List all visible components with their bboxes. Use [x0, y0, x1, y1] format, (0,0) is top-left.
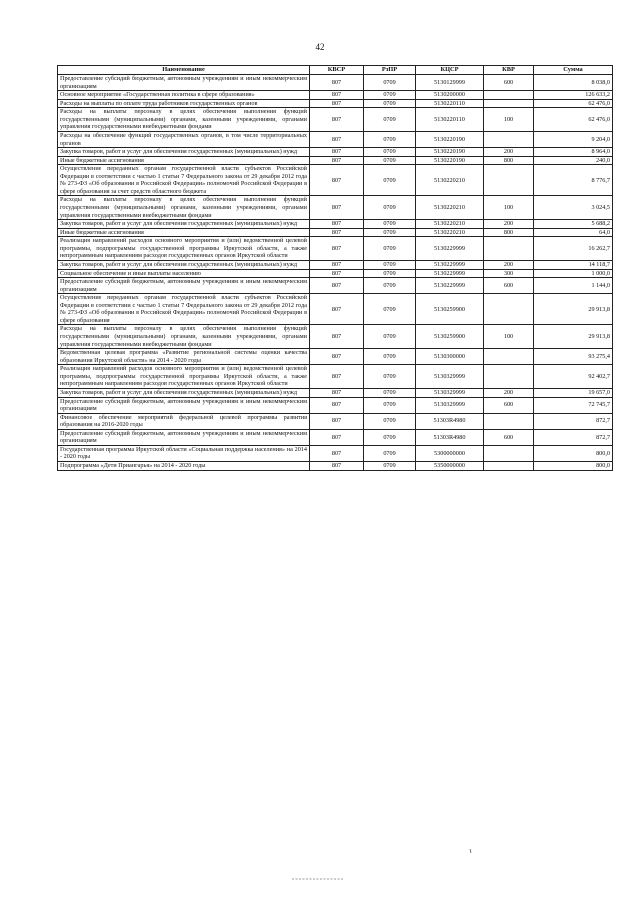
cell-rzpr: 0709 [364, 349, 416, 365]
cell-kcsr: 5130229999 [416, 278, 484, 294]
cell-sum: 872,7 [534, 413, 613, 429]
cell-sum: 93 275,4 [534, 349, 613, 365]
table-row [58, 237, 613, 261]
table-row [58, 75, 613, 91]
cell-rzpr: 0709 [364, 294, 416, 325]
table-row [58, 325, 613, 349]
cell-kvr [484, 365, 534, 389]
cell-kvsr: 807 [310, 294, 364, 325]
cell-sum: 62 476,0 [534, 108, 613, 132]
table-row [58, 388, 613, 397]
cell-sum: 9 204,0 [534, 131, 613, 147]
cell-kvr: 300 [484, 269, 534, 278]
cell-kcsr: 5130300000 [416, 349, 484, 365]
cell-kvsr: 807 [310, 148, 364, 157]
cell-kcsr: 5130220110 [416, 99, 484, 108]
cell-sum: 1 144,0 [534, 278, 613, 294]
cell-kvsr: 807 [310, 131, 364, 147]
cell-sum: 19 657,0 [534, 388, 613, 397]
header-rzpr: РзПР [364, 66, 416, 75]
cell-sum: 8 964,0 [534, 148, 613, 157]
cell-sum: 29 913,8 [534, 294, 613, 325]
cell-kvsr: 807 [310, 196, 364, 220]
cell-kvr: 100 [484, 196, 534, 220]
cell-name: Реализация направлений расходов основного мероприятия и (или) ведомственной целевой программы, подпрограммы государственной программы Иркутской области, а также непрограммным направлениям расходов государственных органов Иркутской области [58, 365, 310, 389]
cell-name: Иные бюджетные ассигнования [58, 156, 310, 165]
cell-kvsr: 807 [310, 397, 364, 413]
cell-rzpr: 0709 [364, 220, 416, 229]
cell-rzpr: 0709 [364, 131, 416, 147]
cell-rzpr: 0709 [364, 148, 416, 157]
cell-rzpr: 0709 [364, 397, 416, 413]
cell-kcsr: 5130220210 [416, 196, 484, 220]
cell-kvr [484, 462, 534, 471]
cell-kvsr: 807 [310, 269, 364, 278]
cell-kcsr: 51303R4980 [416, 429, 484, 445]
cell-kcsr: 51303R4980 [416, 413, 484, 429]
cell-sum: 8 038,0 [534, 75, 613, 91]
cell-rzpr: 0709 [364, 365, 416, 389]
cell-sum: 800,0 [534, 462, 613, 471]
table-row [58, 429, 613, 445]
cell-name: Предоставление субсидий бюджетным, автономным учреждениям и иным некоммерческим организациям [58, 75, 310, 91]
cell-name: Осуществление переданных органам государственной власти субъектов Российской Федерации в соответствии с частью 1 статьи 7 Федерального закона от 29 декабря 2012 года № 273-ФЗ «Об образовании в Российской Федерации» полномочий Российской Федерации в сфере образования за счет средств областного бюджета [58, 165, 310, 196]
cell-kvsr: 807 [310, 99, 364, 108]
cell-kcsr: 5130220210 [416, 228, 484, 237]
cell-kcsr: 5130220210 [416, 220, 484, 229]
cell-kcsr: 5130229999 [416, 260, 484, 269]
cell-kvr [484, 413, 534, 429]
cell-name: Закупка товаров, работ и услуг для обеспечения государственных (муниципальных) нужд [58, 388, 310, 397]
cell-kcsr: 5130259900 [416, 294, 484, 325]
cell-kcsr: 5130220190 [416, 148, 484, 157]
cell-kvr: 100 [484, 108, 534, 132]
cell-kcsr: 5130259900 [416, 325, 484, 349]
cell-kcsr: 5130220210 [416, 165, 484, 196]
table-row [58, 108, 613, 132]
cell-kvsr: 807 [310, 91, 364, 100]
cell-name: Расходы на выплаты персоналу в целях обеспечения выполнения функций государственными (муниципальными) органами, казенными учреждениями, органами управления государственными внебюджетными фондами [58, 325, 310, 349]
cell-sum: 5 688,2 [534, 220, 613, 229]
cell-sum: 872,7 [534, 429, 613, 445]
cell-name: Закупка товаров, работ и услуг для обеспечения государственных (муниципальных) нужд [58, 220, 310, 229]
cell-kvr: 200 [484, 148, 534, 157]
cell-sum: 64,0 [534, 228, 613, 237]
cell-rzpr: 0709 [364, 445, 416, 461]
cell-sum: 16 262,7 [534, 237, 613, 261]
table-row [58, 413, 613, 429]
cell-name: Расходы на выплаты персоналу в целях обеспечения выполнения функций государственными (муниципальными) органами, казенными учреждениями, органами управления государственными внебюджетными фондами [58, 108, 310, 132]
cell-rzpr: 0709 [364, 108, 416, 132]
cell-name: Ведомственная целевая программа «Развитие региональной системы оценки качества образования Иркутской области» на 2014 - 2020 годы [58, 349, 310, 365]
cell-sum: 1 000,0 [534, 269, 613, 278]
page-number: 42 [315, 42, 325, 52]
cell-sum: 126 633,2 [534, 91, 613, 100]
cell-name: Реализация направлений расходов основного мероприятия и (или) ведомственной целевой программы, подпрограммы государственной программы Иркутской области, а также непрограммным направлениям расходов государственных органов Иркутской области [58, 237, 310, 261]
cell-kvr: 600 [484, 429, 534, 445]
table-row [58, 165, 613, 196]
cell-name: Подпрограмма «Дети Приангарья» на 2014 - 2020 годы [58, 462, 310, 471]
cell-rzpr: 0709 [364, 156, 416, 165]
cell-kcsr: 5130200000 [416, 91, 484, 100]
table-header [58, 66, 613, 75]
cell-kvr: 100 [484, 325, 534, 349]
table-row [58, 99, 613, 108]
table-row [58, 462, 613, 471]
cell-kvsr: 807 [310, 260, 364, 269]
cell-name: Расходы на выплаты по оплате труда работников государственных органов [58, 99, 310, 108]
cell-rzpr: 0709 [364, 278, 416, 294]
cell-sum: 92 402,7 [534, 365, 613, 389]
budget-table [57, 65, 613, 471]
cell-kcsr: 5130220110 [416, 108, 484, 132]
cell-kvsr: 807 [310, 220, 364, 229]
cell-sum: 800,0 [534, 445, 613, 461]
cell-rzpr: 0709 [364, 75, 416, 91]
table-row [58, 260, 613, 269]
table-row [58, 294, 613, 325]
cell-kvsr: 807 [310, 156, 364, 165]
cell-kvr: 600 [484, 397, 534, 413]
cell-kvr: 200 [484, 388, 534, 397]
cell-kvsr: 807 [310, 349, 364, 365]
cell-kcsr: 5130129999 [416, 75, 484, 91]
cell-kvr [484, 91, 534, 100]
table-row [58, 131, 613, 147]
cell-kvsr: 807 [310, 388, 364, 397]
table-row [58, 228, 613, 237]
cell-kcsr: 5130329999 [416, 388, 484, 397]
cell-sum: 14 118,7 [534, 260, 613, 269]
cell-rzpr: 0709 [364, 99, 416, 108]
header-kcsr: КЦСР [416, 66, 484, 75]
cell-kvsr: 807 [310, 429, 364, 445]
cell-rzpr: 0709 [364, 260, 416, 269]
cell-rzpr: 0709 [364, 413, 416, 429]
cell-name: Социальное обеспечение и иные выплаты населению [58, 269, 310, 278]
cell-name: Расходы на выплаты персоналу в целях обеспечения выполнения функций государственными (муниципальными) органами, казенными учреждениями, органами управления государственными внебюджетными фондами [58, 196, 310, 220]
cell-sum: 240,0 [534, 156, 613, 165]
cell-sum: 3 024,5 [534, 196, 613, 220]
cell-kvr [484, 445, 534, 461]
cell-name: Государственная программа Иркутской области «Социальная поддержка населения» на 2014 - 2020 годы [58, 445, 310, 461]
cell-kvsr: 807 [310, 75, 364, 91]
cell-kcsr: 5130229999 [416, 269, 484, 278]
cell-kvsr: 807 [310, 165, 364, 196]
cell-name: Предоставление субсидий бюджетным, автономным учреждениям и иным некоммерческим организациям [58, 278, 310, 294]
cell-name: Закупка товаров, работ и услуг для обеспечения государственных (муниципальных) нужд [58, 148, 310, 157]
cell-rzpr: 0709 [364, 429, 416, 445]
cell-kvr [484, 165, 534, 196]
cell-kvsr: 807 [310, 278, 364, 294]
cell-kvr: 600 [484, 278, 534, 294]
cell-rzpr: 0709 [364, 269, 416, 278]
cell-rzpr: 0709 [364, 165, 416, 196]
cell-sum: 29 913,8 [534, 325, 613, 349]
table-row [58, 349, 613, 365]
cell-kvr [484, 131, 534, 147]
cell-kvr: 200 [484, 220, 534, 229]
cell-kvsr: 807 [310, 237, 364, 261]
cell-sum: 62 476,0 [534, 99, 613, 108]
cell-kvr: 600 [484, 75, 534, 91]
cell-rzpr: 0709 [364, 91, 416, 100]
cell-kvsr: 807 [310, 108, 364, 132]
cell-kvr: 800 [484, 156, 534, 165]
cell-name: Закупка товаров, работ и услуг для обеспечения государственных (муниципальных) нужд [58, 260, 310, 269]
cell-kcsr: 5130329999 [416, 365, 484, 389]
header-row [58, 66, 613, 75]
cell-kcsr: 5130220190 [416, 156, 484, 165]
cell-rzpr: 0709 [364, 325, 416, 349]
cell-kcsr: 5350000000 [416, 462, 484, 471]
cell-sum: 8 776,7 [534, 165, 613, 196]
cell-kvr [484, 349, 534, 365]
cell-rzpr: 0709 [364, 388, 416, 397]
table-row [58, 91, 613, 100]
cell-name: Осуществление переданных органам государственной власти субъектов Российской Федерации в соответствии с частью 1 статьи 7 Федерального закона от 29 декабря 2012 года № 273-ФЗ «Об образовании в Российской Федерации» полномочий Российской Федерации в сфере образования [58, 294, 310, 325]
cell-kvsr: 807 [310, 325, 364, 349]
cell-kvsr: 807 [310, 365, 364, 389]
cell-name: Предоставление субсидий бюджетным, автономным учреждениям и иным некоммерческим организациям [58, 397, 310, 413]
table-row [58, 148, 613, 157]
cell-kvsr: 807 [310, 413, 364, 429]
table-row [58, 220, 613, 229]
cell-kcsr: 5130329999 [416, 397, 484, 413]
cell-kvr [484, 294, 534, 325]
cell-kvr: 200 [484, 260, 534, 269]
cell-sum: 72 745,7 [534, 397, 613, 413]
table-body [58, 75, 613, 471]
cell-kcsr: 5130220190 [416, 131, 484, 147]
header-name: Наименование [58, 66, 310, 75]
cell-name: Иные бюджетные ассигнования [58, 228, 310, 237]
cell-name: Основное мероприятие «Государственная политика в сфере образования» [58, 91, 310, 100]
cell-kvsr: 807 [310, 445, 364, 461]
cell-name: Финансовое обеспечение мероприятий федеральной целевой программы развития образования на 2016-2020 годы [58, 413, 310, 429]
table-row [58, 269, 613, 278]
table-row [58, 156, 613, 165]
table-row [58, 397, 613, 413]
cell-rzpr: 0709 [364, 237, 416, 261]
header-kvsr: КВСР [310, 66, 364, 75]
header-kvr: КВР [484, 66, 534, 75]
table-row [58, 196, 613, 220]
cell-rzpr: 0709 [364, 462, 416, 471]
cell-kcsr: 5300000000 [416, 445, 484, 461]
table-row [58, 278, 613, 294]
cell-name: Расходы на обеспечение функций государственных органов, в том числе территориальных органов [58, 131, 310, 147]
cell-kvr: 800 [484, 228, 534, 237]
cell-kvsr: 807 [310, 462, 364, 471]
cell-kvr [484, 99, 534, 108]
cell-name: Предоставление субсидий бюджетным, автономным учреждениям и иным некоммерческим организациям [58, 429, 310, 445]
cell-kvr [484, 237, 534, 261]
cell-kvsr: 807 [310, 228, 364, 237]
table-row [58, 445, 613, 461]
cell-rzpr: 0709 [364, 196, 416, 220]
table-row [58, 365, 613, 389]
cell-rzpr: 0709 [364, 228, 416, 237]
header-sum: Сумма [534, 66, 613, 75]
cell-kcsr: 5130229999 [416, 237, 484, 261]
